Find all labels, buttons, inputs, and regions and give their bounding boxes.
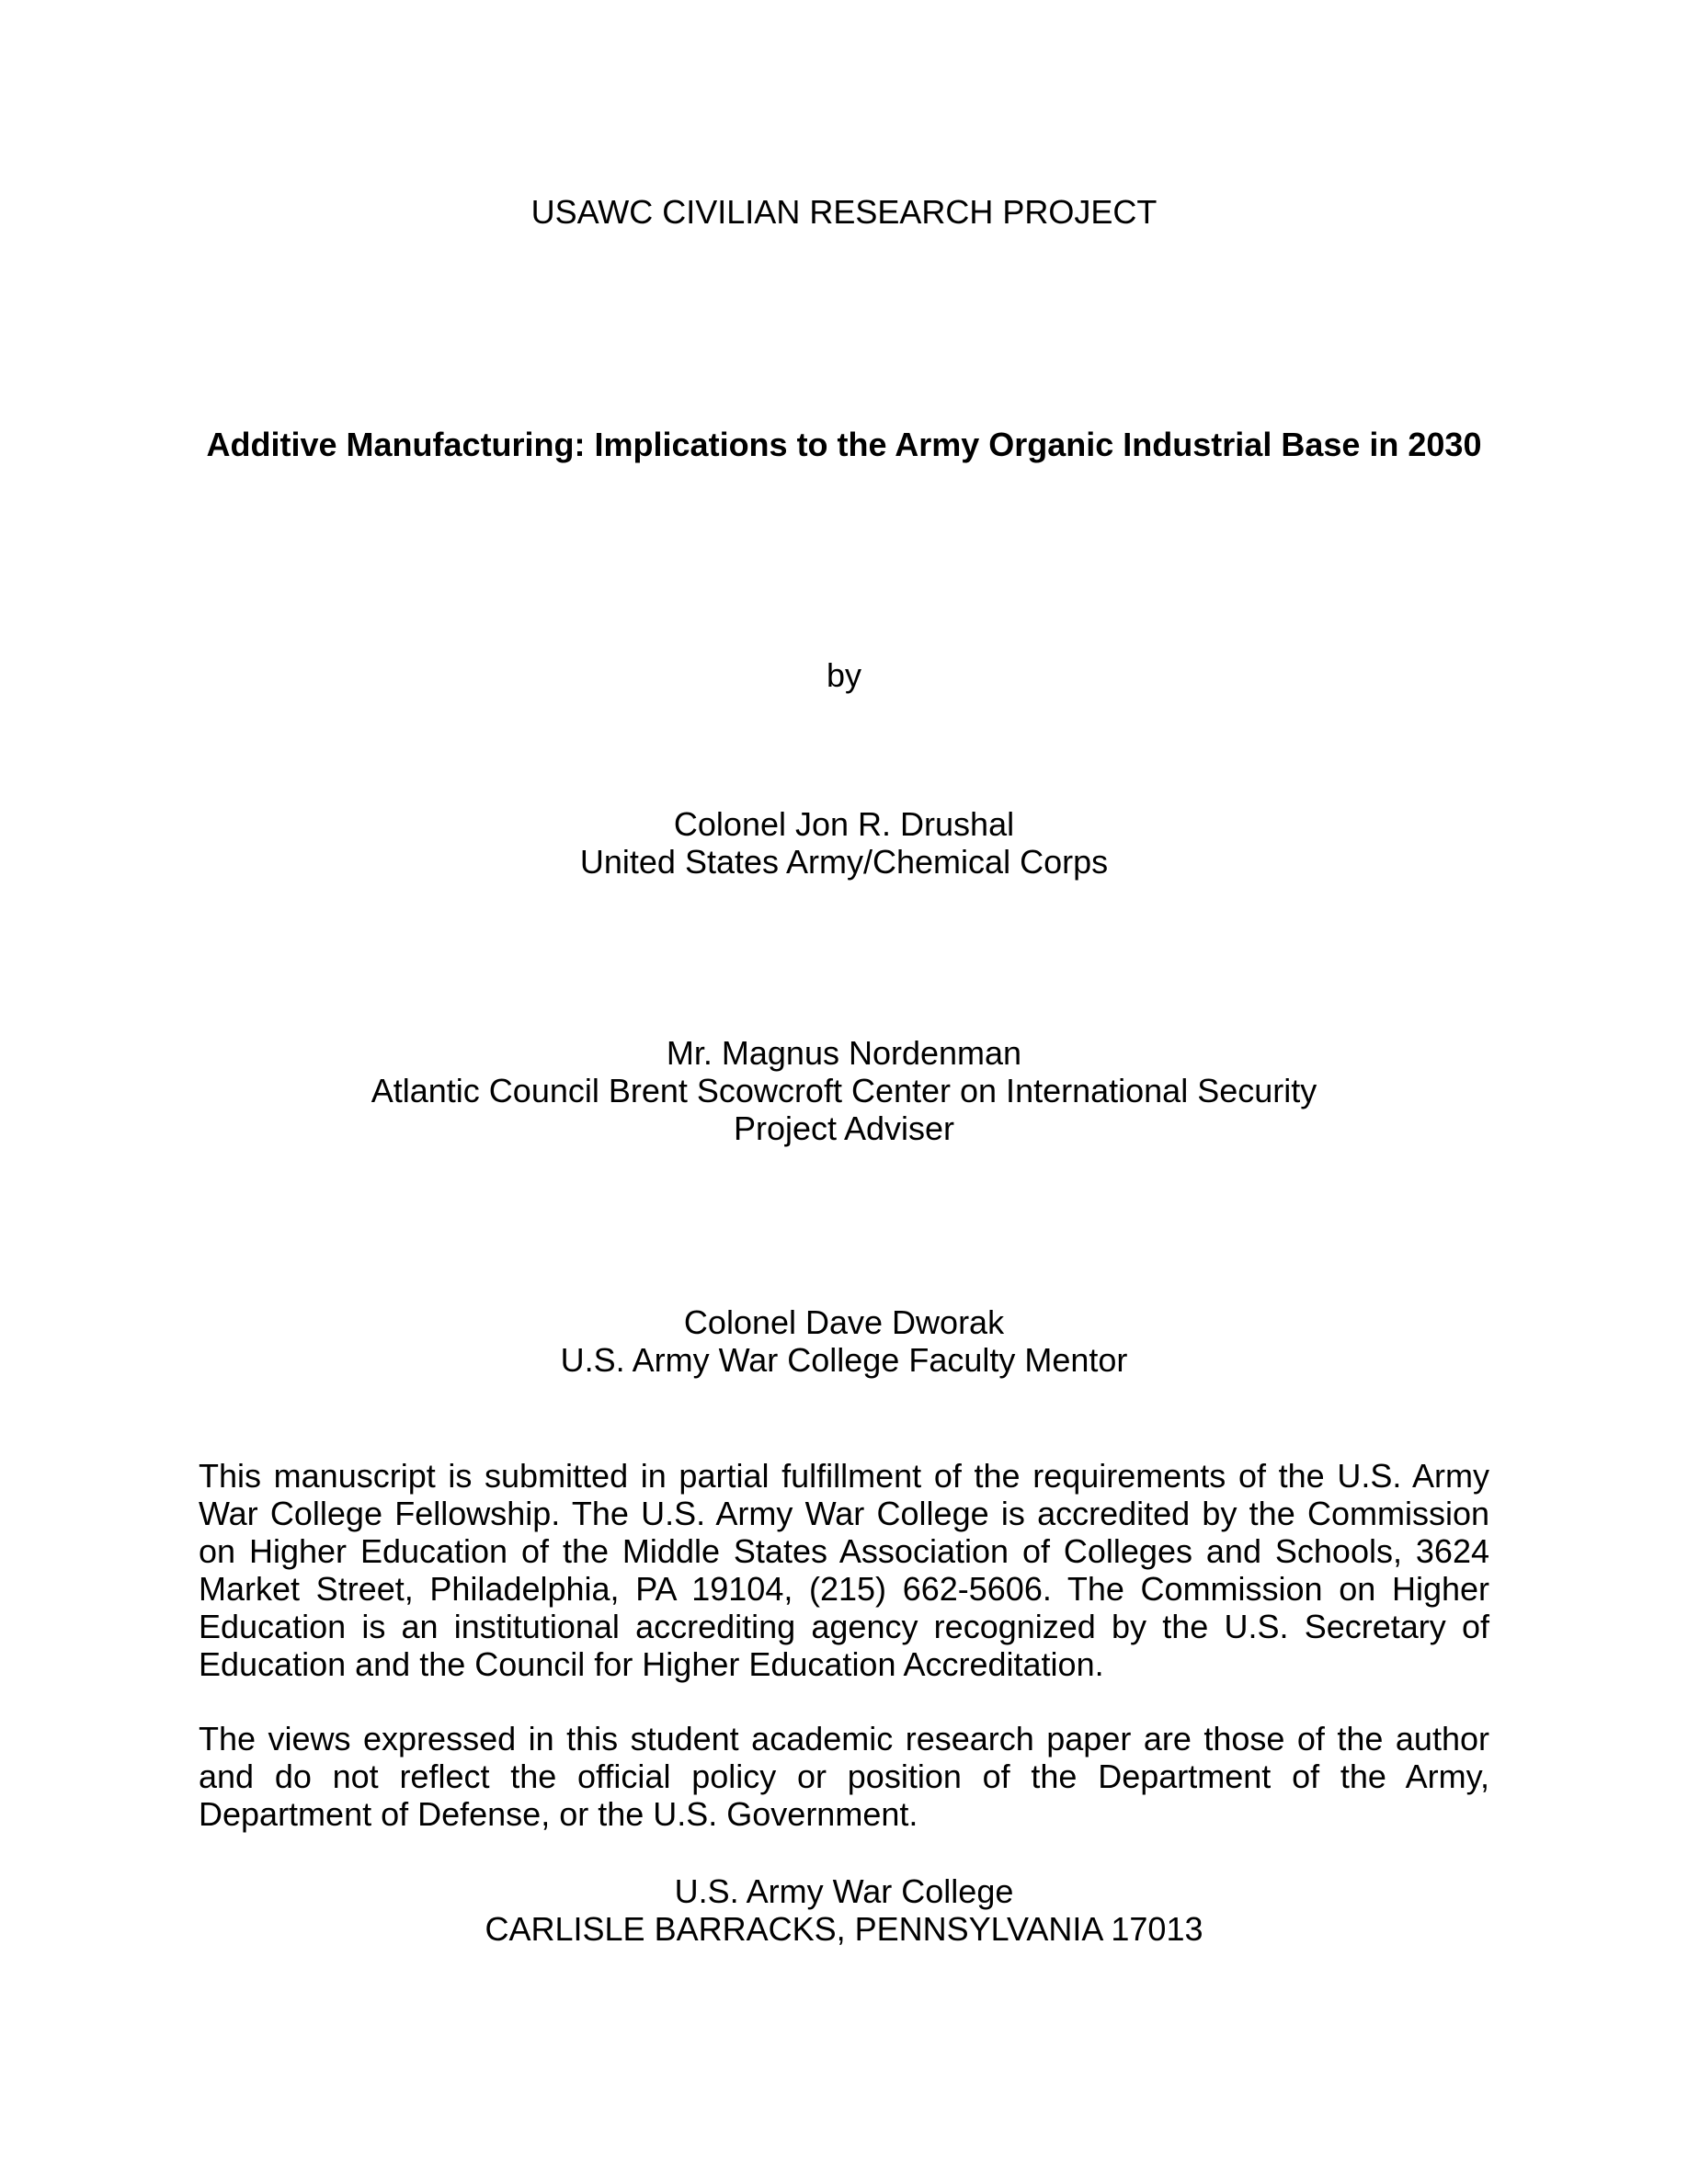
institution-name: U.S. Army War College: [674, 1872, 1014, 1910]
author-branch: United States Army/Chemical Corps: [579, 843, 1109, 881]
adviser-organization: Atlantic Council Brent Scowcroft Center on International Security: [371, 1072, 1317, 1109]
author-name: Colonel Jon R. Drushal: [673, 805, 1015, 843]
author-block: [199, 805, 1489, 881]
institution-location: CARLISLE BARRACKS, PENNSYLVANIA 17013: [485, 1910, 1203, 1948]
views-disclaimer-paragraph: The views expressed in this student academic research paper are those of the author and do not reflect the official policy or position of the Department of the Army, Department of Defense, or the U.S. Government.: [199, 1720, 1489, 1833]
mentor-name: Colonel Dave Dworak: [683, 1303, 1005, 1341]
adviser-name: Mr. Magnus Nordenman: [666, 1034, 1022, 1072]
institution-block: [199, 1872, 1489, 1948]
document-type-header: USAWC CIVILIAN RESEARCH PROJECT: [530, 193, 1158, 231]
paper-title: Additive Manufacturing: Implications to the Army Organic Industrial Base in 2030: [206, 426, 1482, 463]
mentor-block: [199, 1303, 1489, 1379]
adviser-block: [199, 1034, 1489, 1147]
byline: by: [826, 656, 862, 694]
adviser-role: Project Adviser: [733, 1109, 955, 1147]
mentor-role: U.S. Army War College Faculty Mentor: [560, 1341, 1128, 1379]
accreditation-paragraph: This manuscript is submitted in partial fulfillment of the requirements of the U.S. Army War College Fellowship. The U.S. Army War College is accredited by the Commission on Higher Education of the Middle States Association of Colleges and Schools, 3624 Market Street, Philadelphia, PA 19104, (215) 662-5606. The Commission on Higher Education is an institutional accrediting agency recognized by the U.S. Secretary of Education and the Council for Higher Education Accreditation.: [199, 1457, 1489, 1683]
